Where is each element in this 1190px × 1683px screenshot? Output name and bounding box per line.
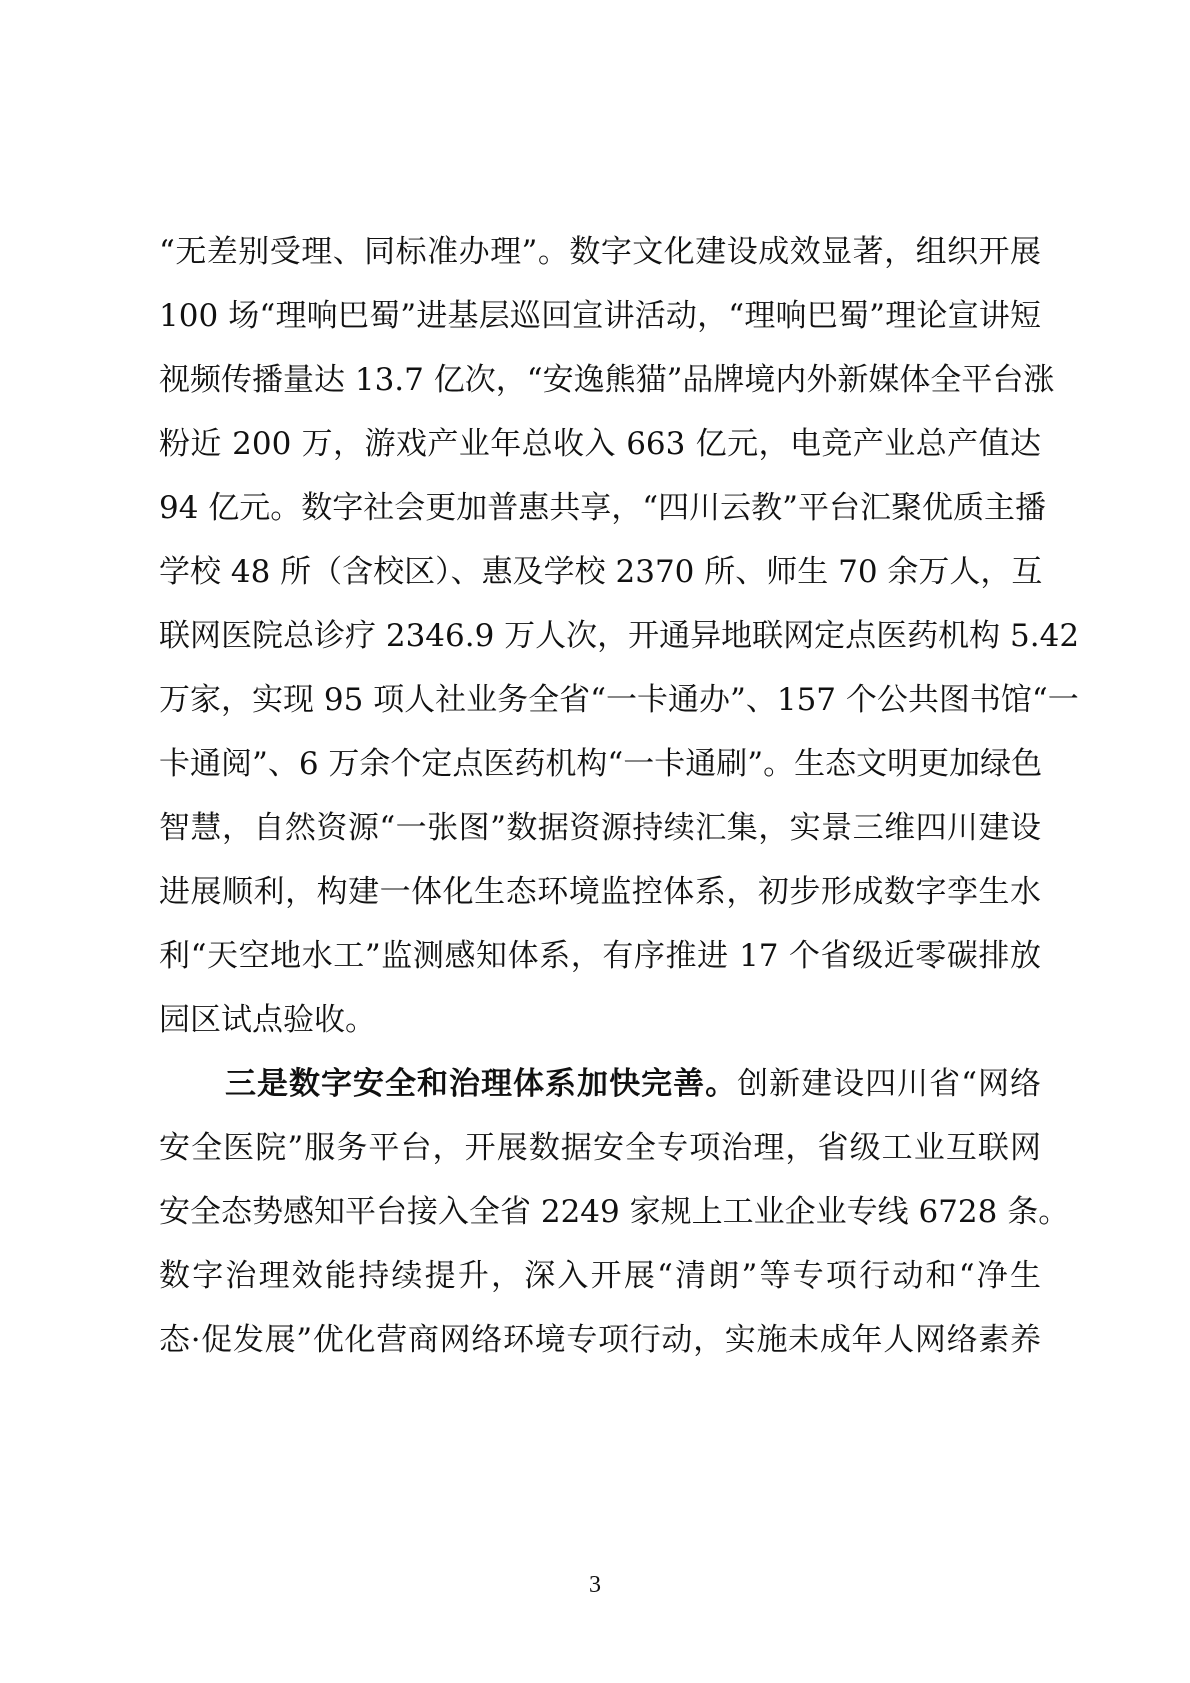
text-line: 100 场“理响巴蜀”进基层巡回宣讲活动，“理响巴蜀”理论宣讲短 xyxy=(159,298,1041,334)
paragraph-2-first-line-rest: 创新建设四川省“网络 xyxy=(737,1066,1041,1102)
paragraph-2-bold-lead: 三是数字安全和治理体系加快完善。 xyxy=(225,1066,738,1102)
text-line: 学校 48 所（含校区）、惠及学校 2370 所、师生 70 余万人，互 xyxy=(159,554,1043,590)
text-line: 联网医院总诊疗 2346.9 万人次，开通异地联网定点医药机构 5.42 xyxy=(159,618,1080,654)
text-line: 利“天空地水工”监测感知体系，有序推进 17 个省级近零碳排放 xyxy=(159,938,1041,974)
text-line: “无差别受理、同标准办理”。数字文化建设成效显著，组织开展 xyxy=(159,234,1041,270)
page-number: 3 xyxy=(589,1572,601,1598)
document-body xyxy=(159,220,1080,1372)
text-line: 卡通阅”、6 万余个定点医药机构“一卡通刷”。生态文明更加绿色 xyxy=(159,746,1043,782)
text-line: 万家，实现 95 项人社业务全省“一卡通办”、157 个公共图书馆“一 xyxy=(159,682,1079,718)
text-line: 粉近 200 万，游戏产业年总收入 663 亿元，电竞产业总产值达 xyxy=(159,426,1041,462)
text-line: 进展顺利，构建一体化生态环境监控体系，初步形成数字孪生水 xyxy=(159,874,1041,910)
text-line: 94 亿元。数字社会更加普惠共享，“四川云教”平台汇聚优质主播 xyxy=(159,490,1046,526)
paragraph-1 xyxy=(159,220,1080,1052)
text-line: 数字治理效能持续提升，深入开展“清朗”等专项行动和“净生 xyxy=(159,1258,1041,1294)
paragraph-2 xyxy=(159,1052,1070,1372)
text-line: 安全态势感知平台接入全省 2249 家规上工业企业专线 6728 条。 xyxy=(159,1194,1070,1230)
text-line: 态·促发展”优化营商网络环境专项行动，实施未成年人网络素养 xyxy=(159,1322,1041,1358)
text-line: 安全医院”服务平台，开展数据安全专项治理，省级工业互联网 xyxy=(159,1130,1041,1166)
text-line: 智慧，自然资源“一张图”数据资源持续汇集，实景三维四川建设 xyxy=(159,810,1041,846)
paragraph-2-first-line xyxy=(159,1052,1041,1116)
text-line: 视频传播量达 13.7 亿次，“安逸熊猫”品牌境内外新媒体全平台涨 xyxy=(159,362,1055,398)
text-line: 园区试点验收。 xyxy=(159,1002,376,1038)
